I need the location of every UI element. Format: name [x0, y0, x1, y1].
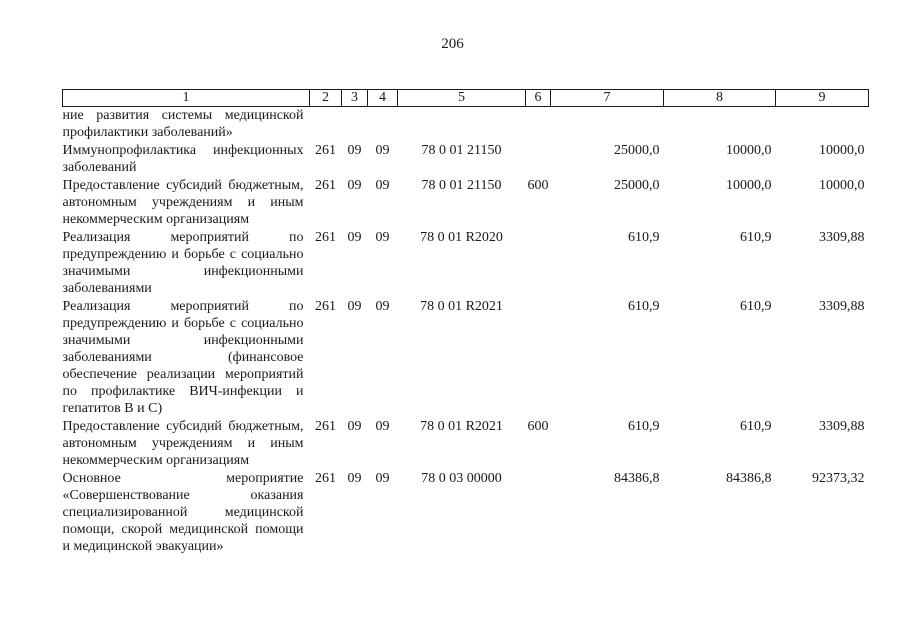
table-row	[63, 177, 869, 229]
ved-cell: 261	[315, 178, 336, 193]
value-cell: 3309,88	[819, 299, 865, 314]
ved-cell: 261	[315, 143, 336, 158]
budget-table	[62, 89, 869, 556]
value-cell: 3309,88	[819, 230, 865, 245]
value-cell: 10000,0	[819, 143, 865, 158]
vr-cell: 600	[527, 419, 549, 434]
value-cell: 84386,8	[614, 471, 660, 486]
vr-cell	[526, 107, 551, 143]
pr-cell: 09	[375, 471, 390, 486]
vr-cell	[526, 142, 551, 177]
rz-cell: 09	[347, 178, 362, 193]
ved-cell: 261	[315, 419, 336, 434]
page-number: 206	[441, 36, 464, 52]
vr-cell	[526, 470, 551, 556]
column-header: 1	[63, 90, 310, 107]
csr-cell	[398, 107, 526, 143]
csr-cell: 78 0 03 00000	[421, 471, 502, 486]
row-name: Иммунопрофилактика инфекционных заболеваний	[62, 143, 304, 175]
column-header: 2	[310, 90, 342, 107]
rz-cell: 09	[347, 230, 362, 245]
column-header: 4	[368, 90, 398, 107]
value-cell: 25000,0	[614, 143, 660, 158]
value-cell: 10000,0	[726, 178, 772, 193]
vr-cell	[526, 298, 551, 418]
table-row	[63, 418, 869, 470]
ved-cell: 261	[315, 230, 336, 245]
pr-cell: 09	[375, 419, 390, 434]
csr-cell: 78 0 01 R2021	[420, 419, 503, 434]
value-cell: 610,9	[628, 299, 660, 314]
rz-cell	[342, 107, 368, 143]
pr-cell	[368, 107, 398, 143]
rz-cell: 09	[347, 143, 362, 158]
rz-cell: 09	[347, 299, 362, 314]
vr-cell: 600	[527, 178, 549, 193]
row-name: ние развития системы медицинской профилактики заболеваний»	[62, 108, 304, 140]
value-cell: 3309,88	[819, 419, 865, 434]
column-header: 8	[664, 90, 776, 107]
row-name: Реализация мероприятий по предупреждению и борьбе с социально значимыми инфекционными заболеваниями	[62, 230, 304, 296]
value-cell: 84386,8	[726, 471, 772, 486]
value-cell: 610,9	[628, 419, 660, 434]
value-cell: 610,9	[740, 299, 772, 314]
pr-cell: 09	[375, 230, 390, 245]
table-row	[63, 298, 869, 418]
table-row	[63, 142, 869, 177]
pr-cell: 09	[375, 299, 390, 314]
value-cell	[776, 107, 869, 143]
value-cell: 25000,0	[614, 178, 660, 193]
value-cell: 10000,0	[819, 178, 865, 193]
row-name: Предоставление субсидий бюджетным, автономным учреждениям и иным некоммерческим организациям	[62, 178, 304, 227]
table-row	[63, 107, 869, 143]
row-name: Реализация мероприятий по предупреждению и борьбе с социально значимыми инфекционными заболеваниями (финансовое обеспечение реализации мероприятий по профилактике ВИЧ-инфекции и гепатитов В и С)	[62, 299, 304, 416]
csr-cell: 78 0 01 21150	[421, 143, 502, 158]
ved-cell: 261	[315, 471, 336, 486]
value-cell: 610,9	[740, 419, 772, 434]
column-header: 9	[776, 90, 869, 107]
column-header: 5	[398, 90, 526, 107]
csr-cell: 78 0 01 R2021	[420, 299, 503, 314]
csr-cell: 78 0 01 21150	[421, 178, 502, 193]
vr-cell	[526, 229, 551, 298]
pr-cell: 09	[375, 143, 390, 158]
value-cell: 610,9	[740, 230, 772, 245]
ved-cell: 261	[315, 299, 336, 314]
column-header: 6	[526, 90, 551, 107]
table-header-row	[63, 90, 869, 107]
ved-cell	[310, 107, 342, 143]
table-row	[63, 229, 869, 298]
rz-cell: 09	[347, 471, 362, 486]
pr-cell: 09	[375, 178, 390, 193]
value-cell: 10000,0	[726, 143, 772, 158]
column-header: 3	[342, 90, 368, 107]
csr-cell: 78 0 01 R2020	[420, 230, 503, 245]
rz-cell: 09	[347, 419, 362, 434]
row-name: Предоставление субсидий бюджетным, автономным учреждениям и иным некоммерческим организациям	[62, 419, 304, 468]
value-cell: 92373,32	[812, 471, 865, 486]
column-header: 7	[551, 90, 664, 107]
value-cell: 610,9	[628, 230, 660, 245]
value-cell	[551, 107, 664, 143]
table-row	[63, 470, 869, 556]
row-name: Основное мероприятие «Совершенствование оказания специализированной медицинской помощи, скорой медицинской помощи и медицинской эвакуации»	[62, 471, 304, 554]
value-cell	[664, 107, 776, 143]
